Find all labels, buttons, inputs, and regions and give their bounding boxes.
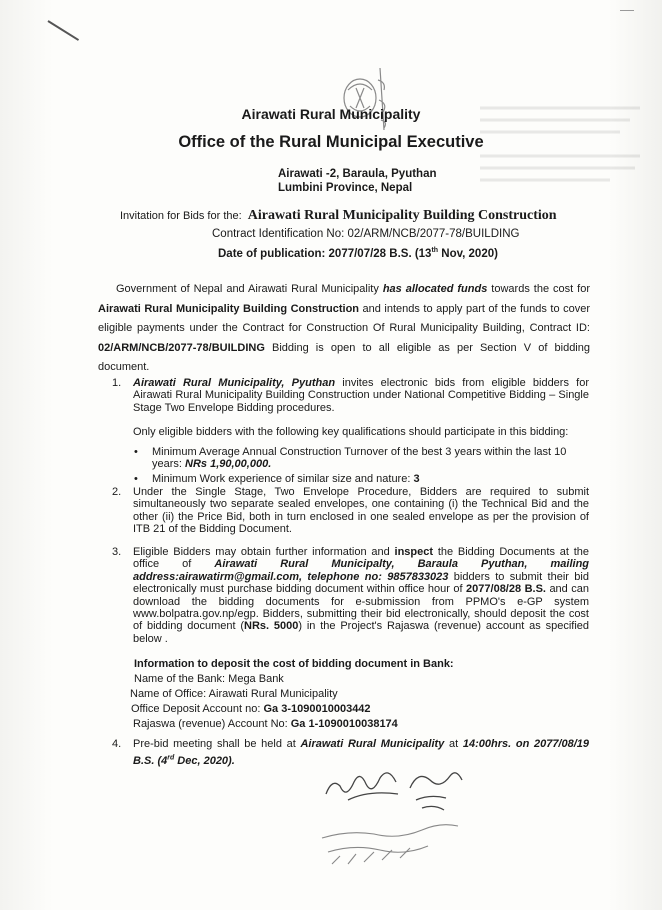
revenue-label: Rajaswa (revenue) Account No: (133, 718, 288, 730)
deposit-number: Ga 3-1090010003442 (263, 703, 371, 715)
bank-heading: Information to deposit the cost of bidding document in Bank: (134, 658, 454, 670)
intro-contract-id: 02/ARM/NCB/2077-78/BUILDING (98, 341, 265, 354)
item-3-fee: NRs. 5000 (244, 620, 299, 633)
bullet-1-text (152, 446, 588, 471)
office-title: Office of the Rural Municipal Executive (178, 133, 484, 151)
intro-text-2: towards the cost for (491, 283, 590, 295)
item-4-number: 4. (112, 738, 122, 750)
invitation-line (120, 208, 557, 224)
bullet-2-body: Minimum Work experience of similar size and nature: (152, 473, 411, 485)
publication-date (218, 247, 498, 260)
item-1-text (133, 377, 589, 414)
date-suffix: Nov, 2020) (438, 247, 498, 260)
item-4-venue: Airawati Rural Municipality (300, 738, 445, 750)
bullet-2-value: 3 (413, 473, 420, 485)
item-4-datetime-end: Dec, 2020). (174, 755, 235, 768)
deposit-label: Office Deposit Account no: (131, 703, 261, 715)
intro-text-1: Government of Nepal and Airawati Rural Municipality (116, 283, 379, 295)
bullet-1-value: NRs 1,90,00,000. (185, 458, 272, 471)
item-3-text (133, 546, 589, 645)
intro-paragraph (98, 280, 590, 378)
contract-id: Contract Identification No: 02/ARM/NCB/2077-78/BUILDING (212, 228, 520, 240)
item-4-sup: rd (167, 754, 175, 762)
item-2-text: Under the Single Stage, Two Envelope Procedure, Bidders are required to submit simultaneously two separate sealed envelopes, one containing (i) the Technical Bid and the other (ii) the Price Bid, both in turn enclosed in one sealed envelope as per the provision of ITB 21 of the Bidding Document. (133, 486, 589, 536)
intro-text-4: Bidding is open to all eligible as per Section V of bidding document. (98, 341, 590, 373)
bullet-2-text (152, 473, 588, 485)
bullet-1-body: Minimum Average Annual Construction Turnover of the best 3 years within the last 10 years: (152, 446, 567, 471)
item-4-b: at (449, 738, 459, 750)
deposit-account (131, 702, 371, 717)
address-block (278, 167, 437, 195)
bank-name: Name of the Bank: Mega Bank (134, 673, 284, 685)
item-3-deadline: 2077/08/28 B.S. (466, 583, 546, 596)
item-1-body: invites electronic bids from eligible bidders for Airawati Rural Municipality Building Construction under National Competitive Bidding – Single Stage Two Envelope Bidding procedures. (133, 377, 589, 414)
invitation-prefix: Invitation for Bids for the: (120, 210, 242, 222)
item-3-b: the Bidding Documents at the office of (133, 546, 589, 571)
item-3-d: and can download the bidding documents for e-submission from PPMO's e-GP system www.bolpatra.gov.np/egp. Bidders, submitting their bid electronically, should deposit the cost of bidding document ( (133, 583, 589, 633)
item-3-c: bidders to submit their bid electronically must purchase bidding document within office hour of (133, 570, 589, 596)
address-line-1: Airawati -2, Baraula, Pyuthan (278, 168, 437, 180)
intro-emphasis: has allocated funds (382, 283, 488, 295)
item-3-e: ) in the Project's Rajaswa (revenue) account as specified below . (133, 620, 590, 645)
project-name: Airawati Rural Municipality Building Construction (247, 208, 557, 223)
item-1-number: 1. (112, 377, 122, 389)
revenue-number: Ga 1-1090010038174 (290, 718, 398, 730)
item-3-contact: Airawati Rural Municipalty, Baraula Pyuthan, mailing address:airawatirm@gmail.com, telephone no: 9857833023 (133, 558, 590, 583)
intro-project: Airawati Rural Municipality Building Construction (98, 302, 360, 315)
address-line-2: Lumbini Province, Nepal (278, 182, 413, 194)
signature-and-seal (318, 760, 468, 890)
scan-mark (47, 20, 79, 41)
item-1-subtext: Only eligible bidders with the following key qualifications should participate in this bidding: (133, 426, 569, 438)
item-3-a: Eligible Bidders may obtain further information and (133, 546, 390, 558)
scan-mark-small (620, 10, 634, 11)
bank-office-name: Name of Office: Airawati Rural Municipality (130, 688, 338, 700)
item-3-number: 3. (112, 546, 122, 558)
municipality-name: Airawati Rural Municipality (241, 106, 421, 122)
bullet-1: • (134, 446, 138, 458)
item-3-a-bold: inspect (394, 546, 434, 558)
item-4-a: Pre-bid meeting shall be held at (133, 738, 296, 750)
item-1-bold: Airawati Rural Municipality, Pyuthan (133, 377, 336, 389)
item-2-number: 2. (112, 486, 122, 498)
bullet-2: • (134, 473, 138, 485)
item-4-datetime-main: 14:00hrs. on 2077/08/19 B.S. (4 (133, 738, 590, 768)
intro-text-3: and intends to apply part of the funds to cover eligible payments under the Contract for Construction Of Rural Municipality Building, Contract ID: (98, 302, 590, 334)
revenue-account (133, 717, 398, 732)
date-prefix: Date of publication: 2077/07/28 B.S. (13 (218, 247, 432, 260)
date-sup: th (431, 247, 439, 254)
